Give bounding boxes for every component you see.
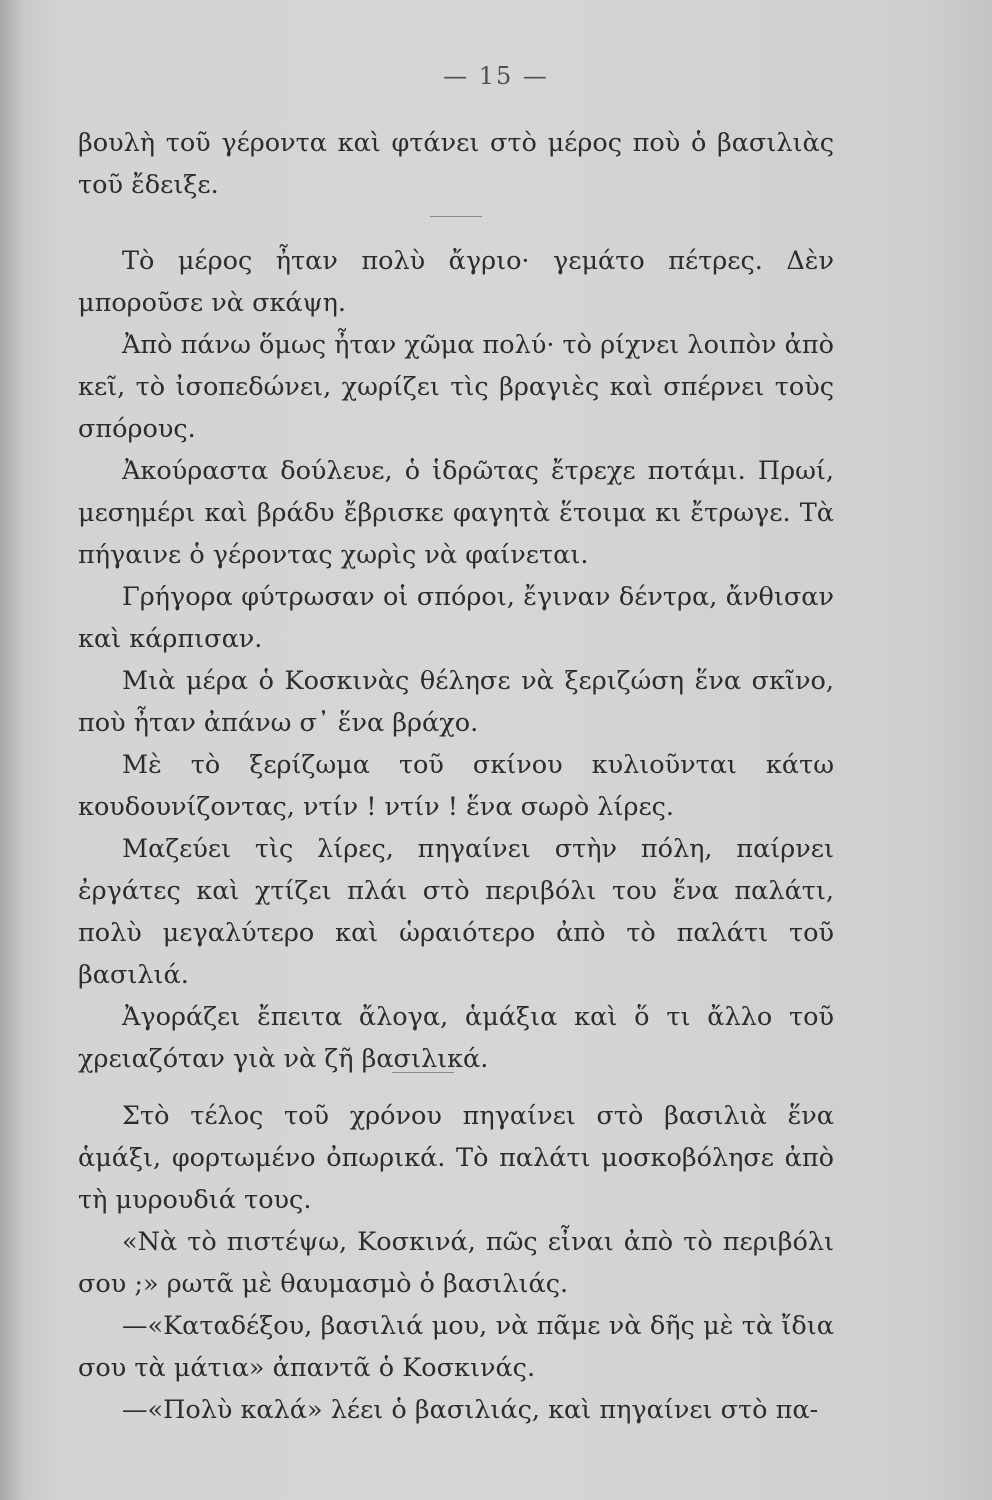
paragraph: Ἀπὸ πάνω ὅμως ἦταν χῶμα πολύ· τὸ ρίχνει λοιπὸν ἀπὸ κεῖ, τὸ ἰσοπεδώνει, χωρίζει τὶς βραγιὲς καὶ σπέρνει τοὺς σπόρους. (78, 330, 834, 444)
paragraph: Τὸ μέρος ἦταν πολὺ ἄγριο· γεμάτο πέτρες. Δὲν μποροῦσε νὰ σκάψη. (78, 246, 834, 318)
section-divider (430, 216, 482, 217)
text-section-1 (78, 122, 834, 206)
paragraph: Στὸ τέλος τοῦ χρόνου πηγαίνει στὸ βασιλιὰ ἕνα ἁμάξι, φορτωμένο ὀπωρικά. Τὸ παλάτι μοσκοβόλησε ἀπὸ τὴ μυρουδιά τους. (78, 1101, 834, 1215)
paragraph: Γρήγορα φύτρωσαν οἱ σπόροι, ἔγιναν δέντρα, ἄνθισαν καὶ κάρπισαν. (78, 582, 834, 654)
text-section-2 (78, 240, 834, 1080)
paragraph: βουλὴ τοῦ γέροντα καὶ φτάνει στὸ μέρος ποὺ ὁ βασιλιὰς τοῦ ἔδειξε. (78, 128, 834, 200)
paragraph: «Νὰ τὸ πιστέψω, Κοσκινά, πῶς εἶναι ἀπὸ τὸ περιβόλι σου ;» ρωτᾶ μὲ θαυμασμὸ ὁ βασιλιάς. (78, 1227, 834, 1299)
paragraph: Μὲ τὸ ξερίζωμα τοῦ σκίνου κυλιοῦνται κάτω κουδουνίζοντας, ντίν ! ντίν ! ἕνα σωρὸ λίρες. (78, 750, 834, 822)
paragraph: Ἀγοράζει ἔπειτα ἄλογα, ἁμάξια καὶ ὅ τι ἄλλο τοῦ χρειαζόταν γιὰ νὰ ζῆ βασιλικά. (78, 1002, 834, 1074)
section-divider (392, 1072, 454, 1073)
paragraph: Μιὰ μέρα ὁ Κοσκινὰς θέλησε νὰ ξεριζώση ἕνα σκῖνο, ποὺ ἦταν ἀπάνω σ᾽ ἕνα βράχο. (78, 666, 834, 738)
page-edge-shadow (0, 0, 22, 1500)
page-number: — 15 — (443, 62, 549, 90)
paragraph: Ἀκούραστα δούλευε, ὁ ἱδρῶτας ἔτρεχε ποτάμι. Πρωί, μεσημέρι καὶ βράδυ ἔβρισκε φαγητὰ ἕτοιμα κι ἔτρωγε. Τὰ πήγαινε ὁ γέροντας χωρὶς νὰ φαίνεται. (78, 456, 834, 570)
paragraph: Μαζεύει τὶς λίρες, πηγαίνει στὴν πόλη, παίρνει ἐργάτες καὶ χτίζει πλάι στὸ περιβόλι του ἕνα παλάτι, πολὺ μεγαλύτερο καὶ ὡραιότερο ἀπὸ τὸ παλάτι τοῦ βασιλιά. (78, 834, 834, 990)
text-section-3 (78, 1095, 834, 1431)
paragraph: —«Καταδέξου, βασιλιά μου, νὰ πᾶμε νὰ δῆς μὲ τὰ ἴδια σου τὰ μάτια» ἀπαντᾶ ὁ Κοσκινάς. (78, 1311, 834, 1383)
paragraph: —«Πολὺ καλά» λέει ὁ βασιλιάς, καὶ πηγαίνει στὸ πα- (122, 1395, 819, 1425)
